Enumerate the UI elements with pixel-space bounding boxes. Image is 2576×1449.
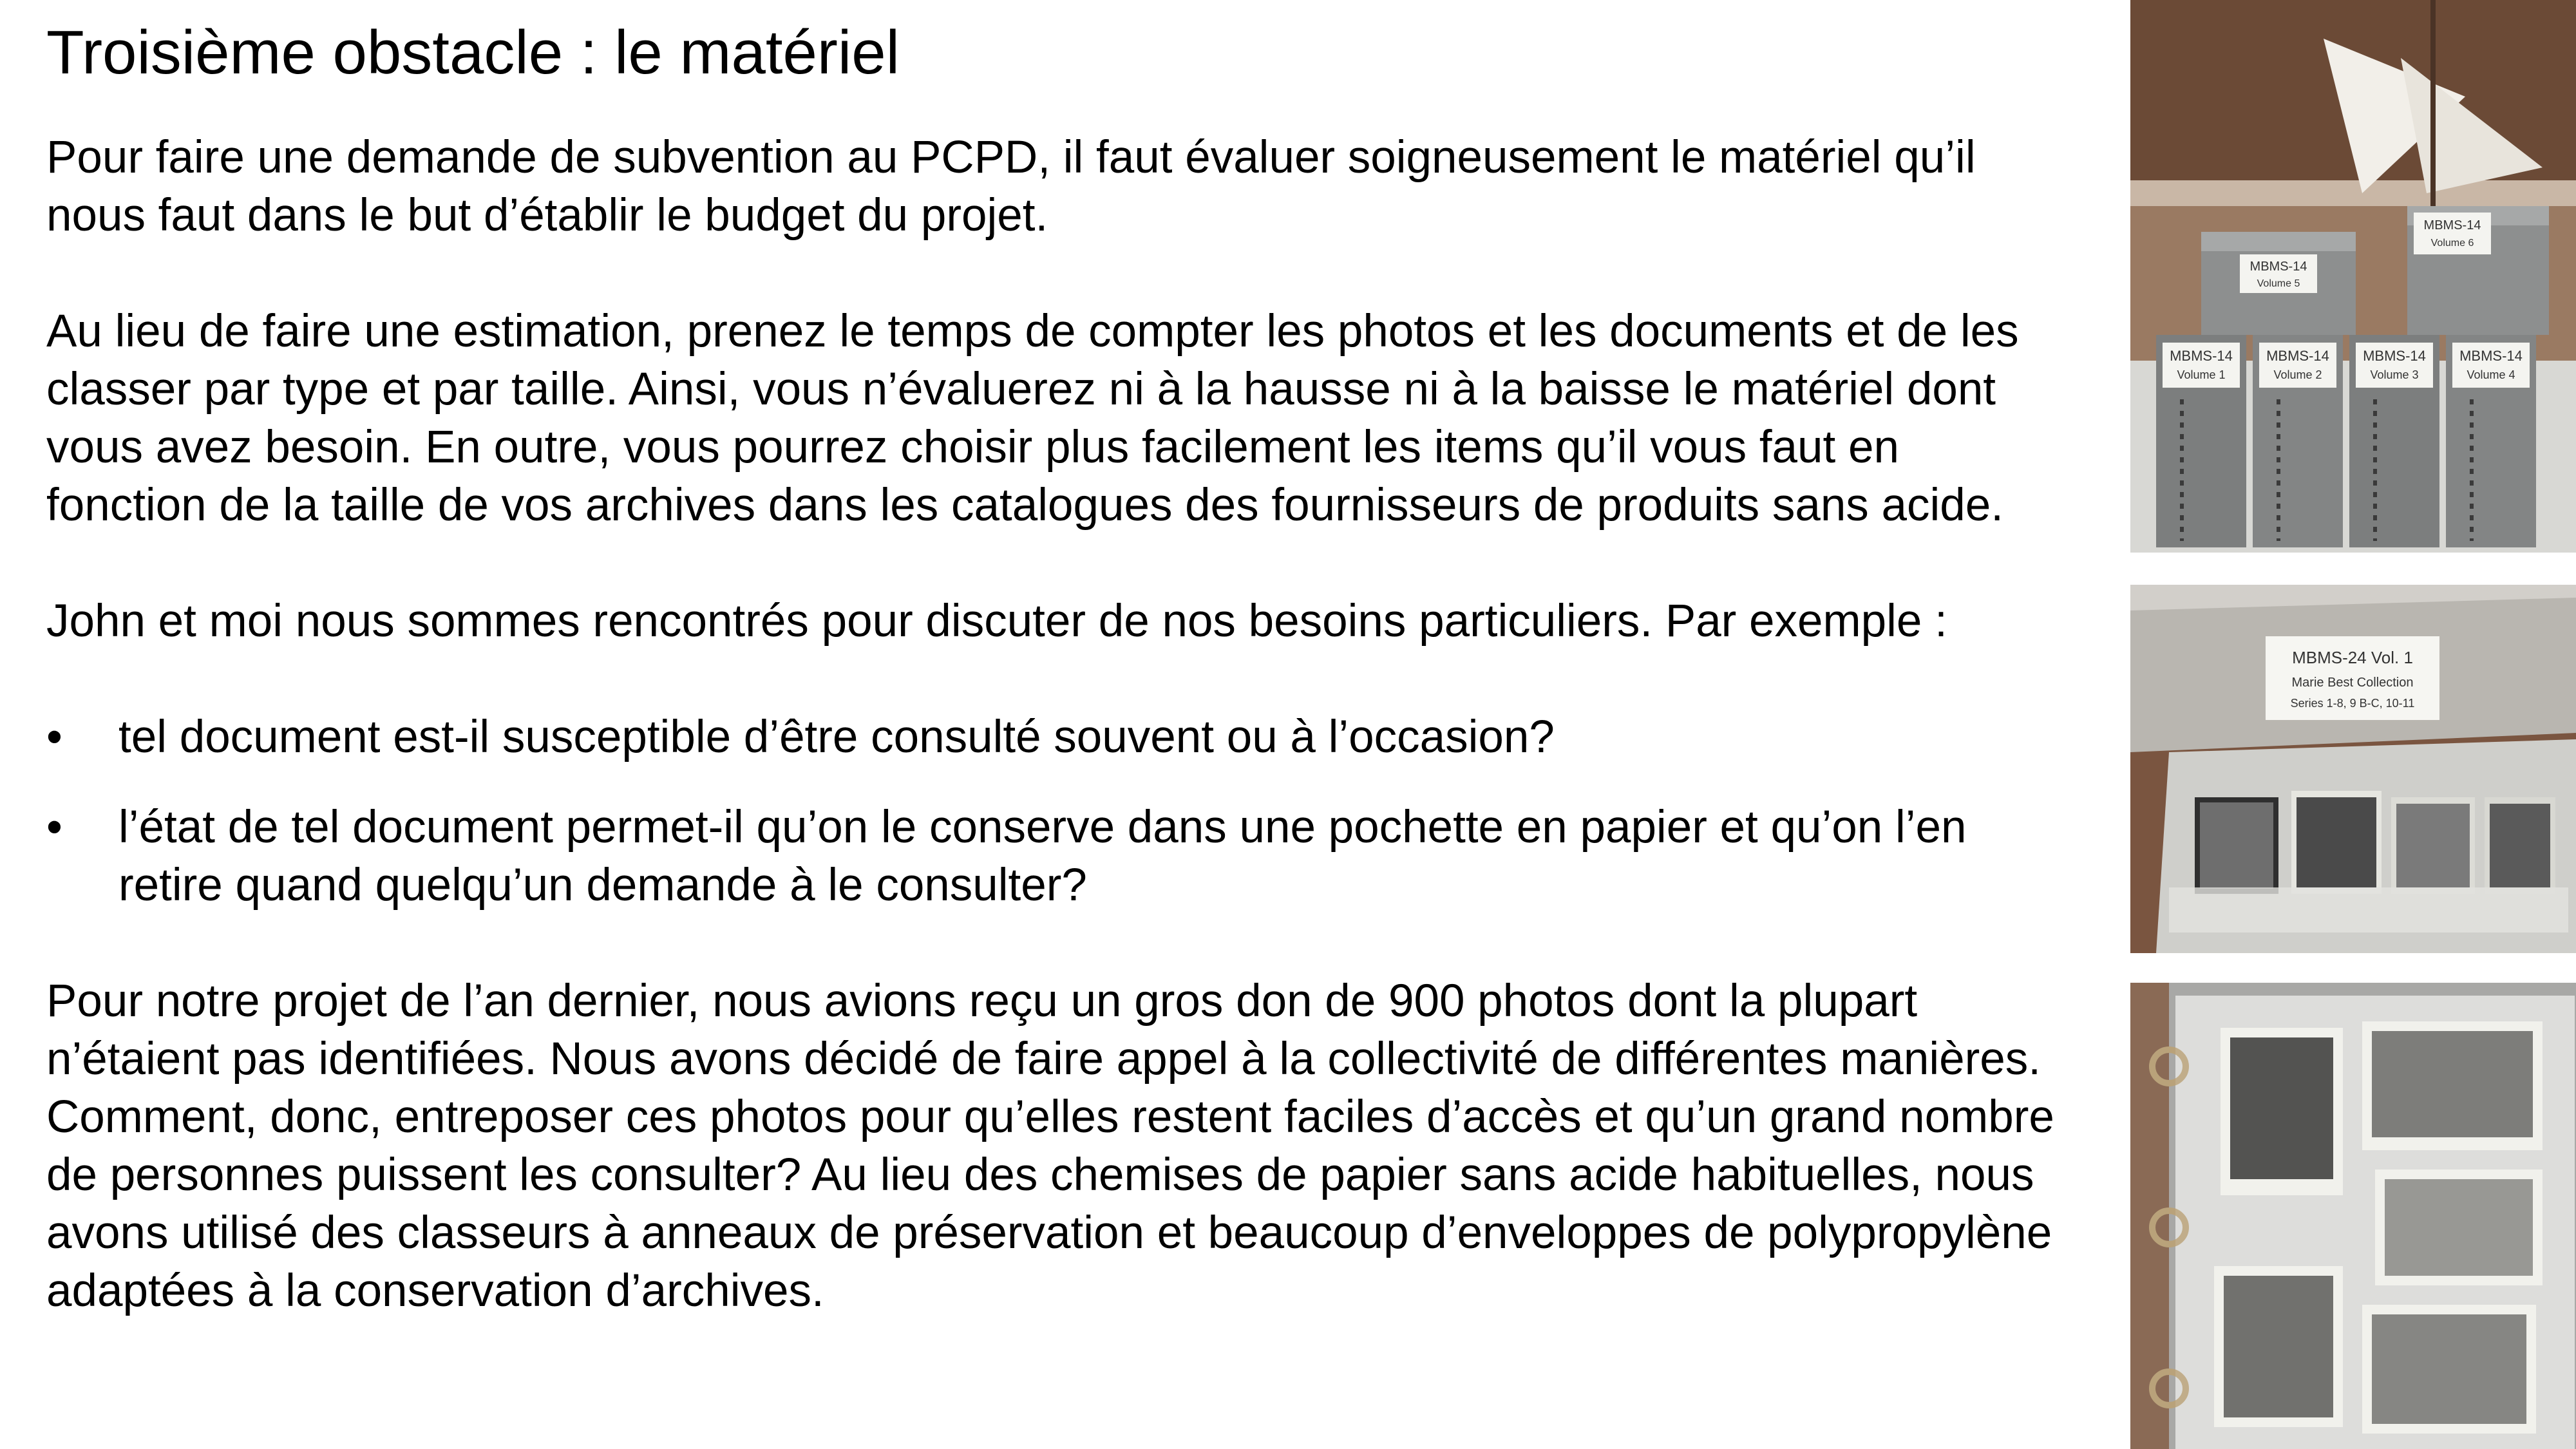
bullet-item: [46, 708, 2056, 766]
box-label-1-line2: Volume 1: [2177, 368, 2226, 381]
paragraph-inventory: Au lieu de faire une estimation, prenez le temps de compter les photos et les documents et de les classer par type et par taille. Ainsi, vous n’évaluerez ni à la hausse ni à la baisse le matériel dont vous avez besoin. En outre, vous pourrez choisir plus facilement les items qu’il vous faut en fonction de la taille de vos archives dans les catalogues des fournisseurs de produits sans acide.: [46, 306, 2019, 531]
paragraph-budget: Pour faire une demande de subvention au PCPD, il faut évaluer soigneusement le matériel qu’il nous faut dans le but d’établir le budget du projet.: [46, 132, 1976, 241]
box-label-3-line1: MBMS-14: [2363, 348, 2426, 364]
slide-title: Troisième obstacle : le matériel: [46, 18, 900, 87]
box-label-6-line2: Volume 6: [2430, 238, 2474, 249]
box-label-4-line2: Volume 4: [2467, 368, 2515, 381]
bullet-symbol: •: [46, 712, 62, 762]
box-label-2-line2: Volume 2: [2273, 368, 2322, 381]
archive-label-line1: MBMS-24 Vol. 1: [2292, 648, 2413, 667]
archive-label-line3: Series 1-8, 9 B-C, 10-11: [2290, 697, 2415, 710]
photo-archive-boxes: [2130, 0, 2576, 553]
paragraph-project: Pour notre projet de l’an dernier, nous avions reçu un gros don de 900 photos dont la plupart n’étaient pas identifiées. Nous avons décidé de faire appel à la collectivité de différentes manières. Comment, donc, entreposer ces photos pour qu’elles restent faciles d’accès et qu’un grand nombre de personnes puissent les consulter? Au lieu des chemises de papier sans acide habituelles, nous avons utilisé des classeurs à anneaux de préservation et beaucoup d’enveloppes de polypropylène adaptées à la conservation d’archives.: [46, 976, 2054, 1316]
bullet-text: tel document est-il susceptible d’être consulté souvent ou à l’occasion?: [118, 712, 1555, 762]
box-label-3-line2: Volume 3: [2370, 368, 2419, 381]
photo-open-archive-box: [2130, 585, 2576, 953]
box-label-6-line1: MBMS-14: [2423, 218, 2481, 232]
box-label-1-line1: MBMS-14: [2170, 348, 2233, 364]
paragraph-meeting: John et moi nous sommes rencontrés pour discuter de nos besoins particuliers. Par exemple :: [46, 596, 1947, 647]
box-label-5-line2: Volume 5: [2257, 278, 2300, 289]
box-label-4-line1: MBMS-14: [2459, 348, 2523, 364]
bullet-symbol: •: [46, 802, 62, 853]
bullet-text: l’état de tel document permet-il qu’on le conserve dans une pochette en papier et qu’on l’en retire quand quelqu’un demande à le consulter?: [118, 802, 1967, 911]
slide-body: [46, 129, 2056, 1320]
bullet-item: [46, 799, 2056, 914]
box-label-5-line1: MBMS-14: [2249, 260, 2307, 274]
photo-binder-sleeves: [2130, 983, 2576, 1449]
archive-label-line2: Marie Best Collection: [2291, 676, 2414, 690]
box-label-2-line1: MBMS-14: [2266, 348, 2329, 364]
